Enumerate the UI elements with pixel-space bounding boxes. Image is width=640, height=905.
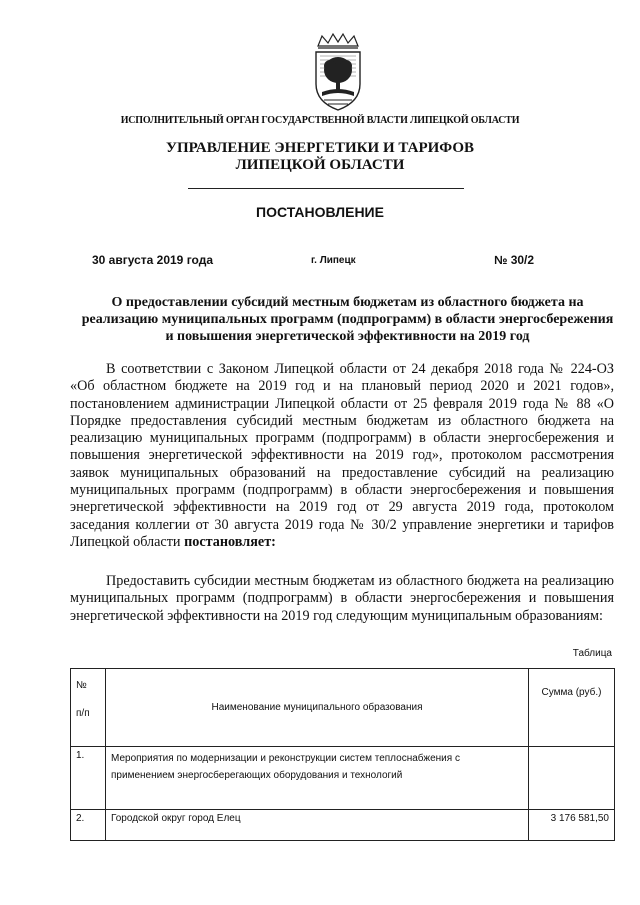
header-number: [71, 669, 106, 747]
resolves-keyword: постановляет:: [184, 533, 276, 550]
preamble-paragraph: [70, 361, 614, 551]
row-amount: 3 176 581,50: [529, 810, 615, 841]
department-name-line1: УПРАВЛЕНИЕ ЭНЕРГЕТИКИ И ТАРИФОВ: [165, 140, 475, 156]
department-name: [0, 140, 640, 174]
header-number-line1: №: [76, 680, 87, 691]
document-date: 30 августа 2019 года: [92, 253, 213, 267]
resolution-paragraph: Предоставить субсидии местным бюджетам из областного бюджета на реализацию муниципальных программ (подпрограмм) в области энергосбережения и повышения энергетической эффективности на 2019 год следующим муниципальным образованиям:: [70, 573, 614, 624]
preamble-text: В соответствии с Законом Липецкой области от 24 декабря 2018 года № 224-ОЗ «Об областном бюджете на 2019 год и на плановый период 2020 и 2021 годов», постановлением администрации Липецкой области от 25 февраля 2019 года № 88 «О Порядке предоставления субсидий местным бюджетам из областного бюджета на реализацию муниципальных программ (подпрограмм) в области энергосбережения и повышения энергетической эффективности на 2019 год», протоколом рассмотрения заявок муниципальных образований на предоставление субсидий на реализацию муниципальных программ (подпрограмм) в области энергосбережения и повышения энергетической эффективности на 2019 год от 29 августа 2019 года, протоколом заседания коллегии от 30 августа 2019 года № 30/2 управление энергетики и тарифов Липецкой области: [70, 361, 614, 550]
header-amount: Сумма (руб.): [529, 669, 615, 747]
document-subject: О предоставлении субсидий местным бюджетам из областного бюджета на реализацию муниципальных программ (подпрограмм) в области энергосбережения и повышения энергетической эффективности на 2019 год: [81, 295, 614, 344]
header-divider: [188, 188, 464, 189]
row-number: 1.: [71, 747, 106, 810]
row-name: Городской округ город Елец: [106, 810, 529, 841]
coat-of-arms-icon: [302, 32, 374, 112]
document-number: № 30/2: [494, 253, 535, 267]
header-number-line2: п/п: [76, 708, 90, 719]
header-municipality: Наименование муниципального образования: [106, 669, 529, 747]
department-name-line2: ЛИПЕЦКОЙ ОБЛАСТИ: [235, 157, 405, 173]
row-amount: [529, 747, 615, 810]
document-type: ПОСТАНОВЛЕНИЕ: [256, 204, 384, 220]
issuing-authority: ИСПОЛНИТЕЛЬНЫЙ ОРГАН ГОСУДАРСТВЕННОЙ ВЛАСТИ ЛИПЕЦКОЙ ОБЛАСТИ: [120, 115, 520, 126]
row-number: 2.: [71, 810, 106, 841]
table-header-row: [71, 669, 615, 747]
document-city: г. Липецк: [311, 255, 356, 266]
table-row: [71, 810, 615, 841]
table-row: [71, 747, 615, 810]
subsidy-table: [70, 668, 615, 841]
table-caption: Таблица: [572, 648, 612, 659]
row-name: Мероприятия по модернизации и реконструкции систем теплоснабжения с применением энергосберегающих оборудования и технологий: [106, 747, 529, 810]
